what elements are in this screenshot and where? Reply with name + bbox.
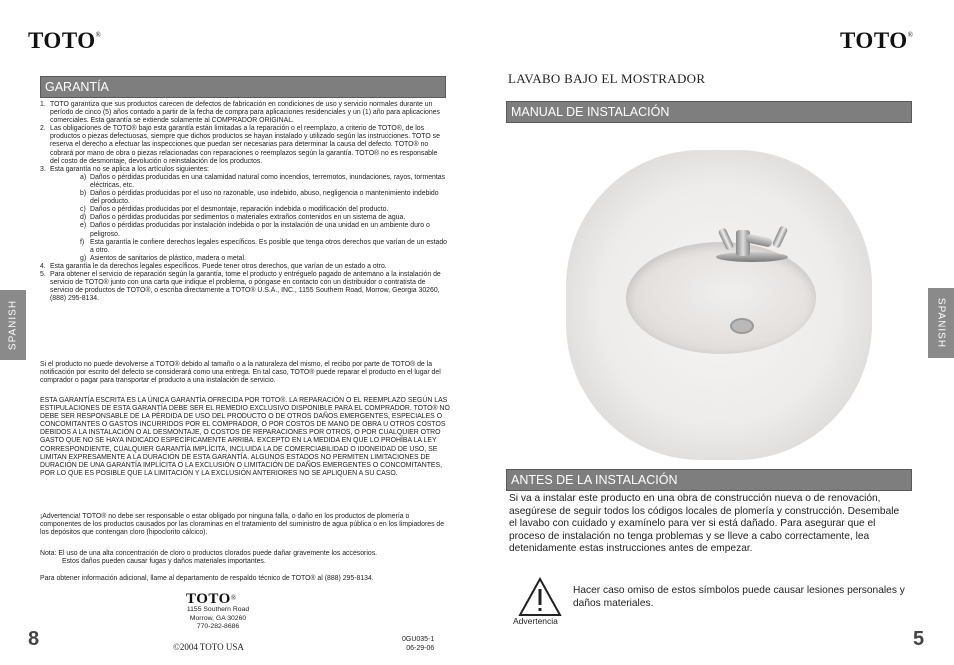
doc-code: 0GU035-1 06-29-06 — [402, 636, 435, 652]
address-line: Morrow, GA 30260 — [189, 614, 247, 622]
list-item: 3. Esta garantía no se aplica a los artículos siguientes: — [40, 165, 209, 173]
faucet-base — [716, 252, 788, 262]
sub-list-item: f) Esta garantía le confiere derechos legales específicos. Es posible que tenga otros derechos que varían de un estado a otro. — [80, 238, 448, 254]
list-item: 5. Para obtener el servicio de reparación según la garantía, tome el producto y entréguelo pagado de antemano a la instalación de servicio de TOTO® junto con una carta que indique el problema, o póngase en contacto con un distribuidor o contratista de servicio de productos de TOTO®, o escriba directamente a TOTO® U.S.A., INC., 1155 Southern Road, Morrow, Georgia 30260, (888) 295-8134. — [40, 270, 441, 303]
address-line: 770-282-8686 — [196, 623, 240, 630]
note-line-2: Estos daños pueden causar fugas y daños materiales importantes. — [62, 558, 266, 565]
logo-text: TOTO — [840, 28, 908, 53]
copyright: ©2004 TOTO USA — [173, 642, 244, 652]
list-item: 4. Esta garantía le da derechos legales específicos. Puede tener otros derechos, que varían de un estado a otro. — [40, 262, 387, 270]
section-header-before-installation: ANTES DE LA INSTALACIÓN — [506, 469, 912, 491]
list-item: 2. Las obligaciones de TOTO® bajo esta garantía están limitadas a la reparación o el reemplazo, a criterio de TOTO®, de los productos o piezas defectuosas, siempre que dichos productos se hayan instalado y utilizado según las instrucciones. TOTO se reserva el derecho a efectuar las inspecciones que puedan ser necesarias para determinar la causa del defecto. TOTO® no cobrará por mano de obra o piezas relacionadas con reparaciones o reemplazos según la garantía. TOTO® no es responsable del costo de desmontaje, devolución o reinstalación de los productos. — [40, 125, 440, 165]
side-tab-spanish-left: SPANISH — [0, 290, 26, 360]
list-item: 1. TOTO garantiza que sus productos carecen de defectos de fabricación en condiciones de uso y servicio normales durante un período de cinco (5) años contado a partir de la fecha de compra para aplicaciones residenciales y un (1) año para aplicaciones comerciales. Esta garantía se extiende solamente al COMPRADOR ORIGINAL. — [40, 101, 440, 125]
chloramine-warning-paragraph: ¡Advertencia! TOTO® no debe ser responsable o estar obligado por ninguna falla, o daño en los productos de plomería o componentes de los productos causados por las cloraminas en el tratamiento del suministro de agua pública o en los limpiadores de los depósitos que contengan cloro (hipoclorito cálcico). — [40, 513, 445, 537]
warning-label: Advertencia — [513, 616, 558, 626]
drain-shape — [730, 318, 754, 334]
before-installation-text: Si va a instalar este producto en una obra de construcción nueva o de renovación, asegúrese de seguir todos los códigos locales de plomería y construcción. Desembale el lavabo con cuidado y examínelo para ver si está dañado. Para asegurar que el proceso de instalación no tenga problemas y se lleve a cabo correctamente, lea detenidamente estas instrucciones antes de empezar. — [509, 493, 900, 555]
disclaimer-paragraph: ESTA GARANTÍA ESCRITA ES LA ÚNICA GARANTÍA OFRECIDA POR TOTO®. LA REPARACIÓN O EL REEMPLAZO SEGÚN LAS ESTIPULACIONES DE ESTA GARANTÍA DEBE SER EL REMEDIO EXCLUSIVO DISPONIBLE PARA EL COMPRADOR. TOTO® NO DEBE SER RESPONSABLE DE LA PÉRDIDA DE USO DEL PRODUCTO O DE OTROS DAÑOS EMERGENTES, ESPECIALES O CONCOMITANTES O GASTOS INCURRIDOS POR EL COMPRADOR, O POR COSTOS DE MANO DE OBRA U OTROS COSTOS DEBIDOS A LA INSTALACIÓN O AL DESMONTAJE, O COSTOS DE REPARACIONES POR OTROS, O POR CUALQUIER OTRO GASTO QUE NO SE HAYA INDICADO ESPECÍFICAMENTE ARRIBA. EXCEPTO EN LA MEDIDA EN QUE LO PROHÍBA LA LEY CORRESPONDIENTE, CUALQUIER GARANTÍA IMPLÍCITA, INCLUIDA LA DE COMERCIABILIDAD O IDONEIDAD DE USO, SE LIMITAN EXPRESAMENTE A LA DURACIÓN DE ESTA GARANTÍA. ALGUNOS ESTADOS NO PERMITEN LIMITACIONES DE DURACIÓN DE UNA GARANTÍA IMPLÍCITA O LA EXCLUSIÓN O LIMITACIÓN DE DAÑOS EMERGENTES O CONCOMITANTES, POR LO QUE ES POSIBLE QUE LA LIMITACIÓN Y LA EXCLUSIÓN ANTERIORES NO SE APLIQUEN A SU CASO. — [40, 397, 450, 477]
address-line: 1155 Southern Road — [186, 606, 250, 613]
sub-list-item: e) Daños o pérdidas producidas por instalación indebida o por la instalación de una unidad en un ambiente duro o peligroso. — [80, 222, 430, 238]
section-header-manual: MANUAL DE INSTALACIÓN — [506, 101, 912, 123]
toto-logo-left: TOTO® — [28, 28, 102, 53]
warranty-list — [40, 101, 448, 303]
sub-list-item: b) Daños o pérdidas producidas por el uso no razonable, uso indebido, abuso, negligencia o mantenimiento indebido del producto. — [80, 190, 439, 206]
toto-logo-right: TOTO® — [840, 28, 914, 53]
sub-list-item: a) Daños o pérdidas producidas en una calamidad natural como incendios, terremotos, inundaciones, rayos, tormentas eléctricas, etc. — [80, 173, 446, 189]
sub-list-item: g) Asientos de sanitarios de plástico, madera o metal. — [80, 254, 246, 262]
warning-text: Hacer caso omiso de estos símbolos puede causar lesiones personales y daños materiales. — [573, 585, 905, 609]
address-block — [168, 606, 268, 632]
toto-logo-footer: TOTO® — [186, 591, 237, 607]
product-title: LAVABO BAJO EL MOSTRADOR — [508, 71, 706, 86]
note-line-1: Nota: El uso de una alta concentración de cloro o productos clorados puede dañar gravemente los accesorios. — [40, 550, 378, 557]
contact-paragraph: Para obtener información adicional, llame al departamento de respaldo técnico de TOTO® al (888) 295-8134. — [40, 575, 374, 582]
page-number-right: 5 — [913, 628, 925, 650]
return-paragraph: Si el producto no puede devolverse a TOTO® debido al tamaño o a la naturaleza del mismo, el recibo por parte de TOTO® de la notificación por escrito del defecto se considerará como una entrega. En tal caso, TOTO® puede reparar el producto en el lugar del comprador o pagar para transportar el producto a una instalación de servicio. — [40, 361, 441, 385]
section-header-garantia: GARANTÍA — [40, 76, 446, 98]
page-number-left: 8 — [28, 628, 40, 650]
logo-text: TOTO — [28, 28, 96, 53]
sub-list-item: d) Daños o pérdidas producidas por sedimentos o materiales extraños contenidos en un sistema de agua. — [80, 214, 406, 222]
warning-triangle-icon — [518, 577, 562, 617]
sub-list-item: c) Daños o pérdidas producidas por el desmontaje, reparación indebida o modificación del producto. — [80, 206, 389, 214]
side-tab-spanish-right: SPANISH — [928, 288, 954, 358]
